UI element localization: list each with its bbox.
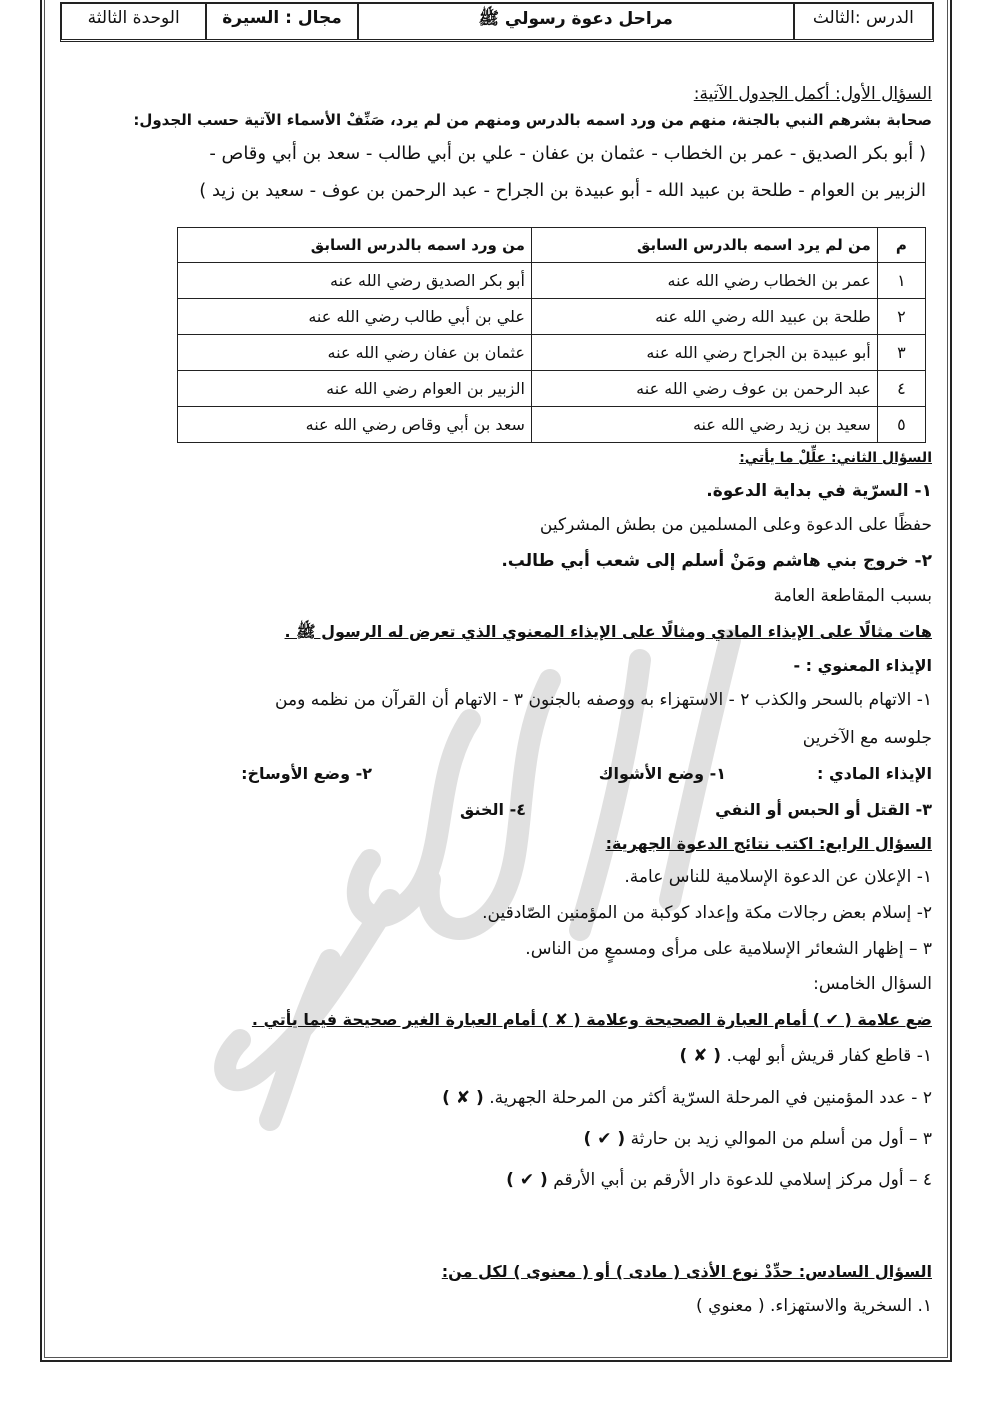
q5-instruction: ضع علامة ( ✔ ) أمام العبارة الصحيحة وعلامة ( ✘ ) أمام العبارة الغير صحيحة فيما يأتي . [251,1010,932,1029]
table-row [178,371,926,407]
table-header-row [178,228,926,263]
q5-item-mark: ( ✘ ) [442,1088,484,1108]
row-number: ٤ [877,371,925,407]
row-number: ٥ [877,407,925,443]
q5-item-text: ١- قاطع كفار قريش أبو لهب. [726,1046,932,1066]
cell-mentioned: سعد بن أبي وقاص رضي الله عنه [178,407,532,443]
q5-item-2 [442,1088,932,1108]
q3-physical-4: ٤- الخنق [460,800,526,819]
table-row [178,299,926,335]
col-header-number: م [877,228,925,263]
q2-title: السؤال الثاني: علِّلْ ما يأتي: [739,450,932,466]
q4-item-2: ٢- إسلام بعض رجالات مكة وإعداد كوكبة من المؤمنين الصّادقين. [482,903,932,923]
q5-title: السؤال الخامس: [813,974,932,994]
lesson-label: الدرس :الثالث [793,4,932,39]
q3-moral-line2: جلوسه مع الآخرين [802,728,932,748]
q5-item-mark: ( ✔ ) [506,1170,548,1190]
row-number: ٢ [877,299,925,335]
q3-physical-2: ٢- وضع الأوساخ: [241,764,372,783]
field-label: مجال : السيرة [205,4,356,39]
q3-moral-line1: ١- الاتهام بالسحر والكذب ٢ - الاستهزاء به ووصفه بالجنون ٣ - الاتهام أن القرآن من نظمه ومن [275,690,932,710]
q5-item-text: ٢ - عدد المؤمنين في المرحلة السرّية أكثر من المرحلة الجهرية. [489,1088,932,1108]
q4-item-3: ٣ – إظهار الشعائر الإسلامية على مرأى ومسمعٍ من الناس. [525,939,932,959]
cell-not-mentioned: عبد الرحمن بن عوف رضي الله عنه [531,371,877,407]
table-row [178,263,926,299]
col-header-mentioned: من ورد اسمه بالدرس السابق [178,228,532,263]
cell-mentioned: علي بن أبي طالب رضي الله عنه [178,299,532,335]
q3-title: هات مثالًا على الإيذاء المادي ومثالًا على الإيذاء المعنوي الذي تعرض له الرسول ﷺ . [284,622,932,641]
unit-label: الوحدة الثالثة [87,8,180,28]
q3-moral-label: الإيذاء المعنوي : - [793,656,932,675]
q2-answer2: بسبب المقاطعة العامة [773,586,932,606]
q2-item2: ٢- خروج بني هاشم ومَنْ أسلم إلى شعب أبي طالب. [501,551,932,571]
q1-names-line2: الزبير بن العوام - طلحة بن عبيد الله - أبو عبيدة بن الجراح - عبد الرحمن بن عوف - سعيد بن زيد ) [199,180,926,201]
q5-item-4 [506,1170,932,1190]
q5-item-text: ٤ – أول مركز إسلامي للدعوة دار الأرقم بن أبي الأرقم [553,1170,932,1190]
cell-not-mentioned: أبو عبيدة بن الجراح رضي الله عنه [531,335,877,371]
q5-item-mark: ( ✔ ) [583,1129,626,1149]
row-number: ٣ [877,335,925,371]
cell-not-mentioned: طلحة بن عبيد الله رضي الله عنه [531,299,877,335]
row-number: ١ [877,263,925,299]
table-row [178,335,926,371]
q3-physical-label: الإيذاء المادي : [817,764,932,783]
classification-table [177,227,926,443]
cell-not-mentioned: سعيد بن زيد رضي الله عنه [531,407,877,443]
col-header-not-mentioned: من لم يرد اسمه بالدرس السابق [531,228,877,263]
q4-title: السؤال الرابع: اكتب نتائج الدعوة الجهرية: [605,834,932,853]
q1-instruction: صحابة بشرهم النبي بالجنة، منهم من ورد اسمه بالدرس ومنهم من لم يرد، صَنِّفْ الأسماء الآتية حسب الجدول: [133,111,932,129]
q2-answer1: حفظًا على الدعوة وعلى المسلمين من بطش المشركين [539,515,932,535]
q6-item-1: ١. السخرية والاستهزاء. ( معنوي ) [696,1296,932,1316]
q3-physical-1: ١- وضع الأشواك [598,764,726,783]
cell-mentioned: عثمان بن عفان رضي الله عنه [178,335,532,371]
q1-names-line1: ( أبو بكر الصديق - عمر بن الخطاب - عثمان بن عفان - علي بن أبي طالب - سعد بن أبي وقاص - [209,143,926,164]
cell-not-mentioned: عمر بن الخطاب رضي الله عنه [531,263,877,299]
cell-mentioned: أبو بكر الصديق رضي الله عنه [178,263,532,299]
table-row [178,407,926,443]
q6-title: السؤال السادس: حدِّدْ نوع الأذى ( مادى ) أو ( معنوى ) لكل من: [441,1262,932,1281]
q5-item-1 [679,1046,932,1066]
q1-title: السؤال الأول: أكمل الجدول الآتية: [693,84,932,104]
q5-item-text: ٣ – أول من أسلم من الموالي زيد بن حارثة [630,1129,932,1149]
q5-item-3 [584,1129,932,1149]
cell-mentioned: الزبير بن العوام رضي الله عنه [178,371,532,407]
q2-item1: ١- السرّية في بداية الدعوة. [706,481,932,501]
lesson-title: مراحل دعوة رسولي ﷺ [357,4,793,39]
q5-item-mark: ( ✘ ) [679,1046,722,1066]
q4-item-1: ١- الإعلان عن الدعوة الإسلامية للناس عامة. [624,867,932,887]
q3-physical-3: ٣- القتل أو الحبس أو النفي [715,800,932,819]
